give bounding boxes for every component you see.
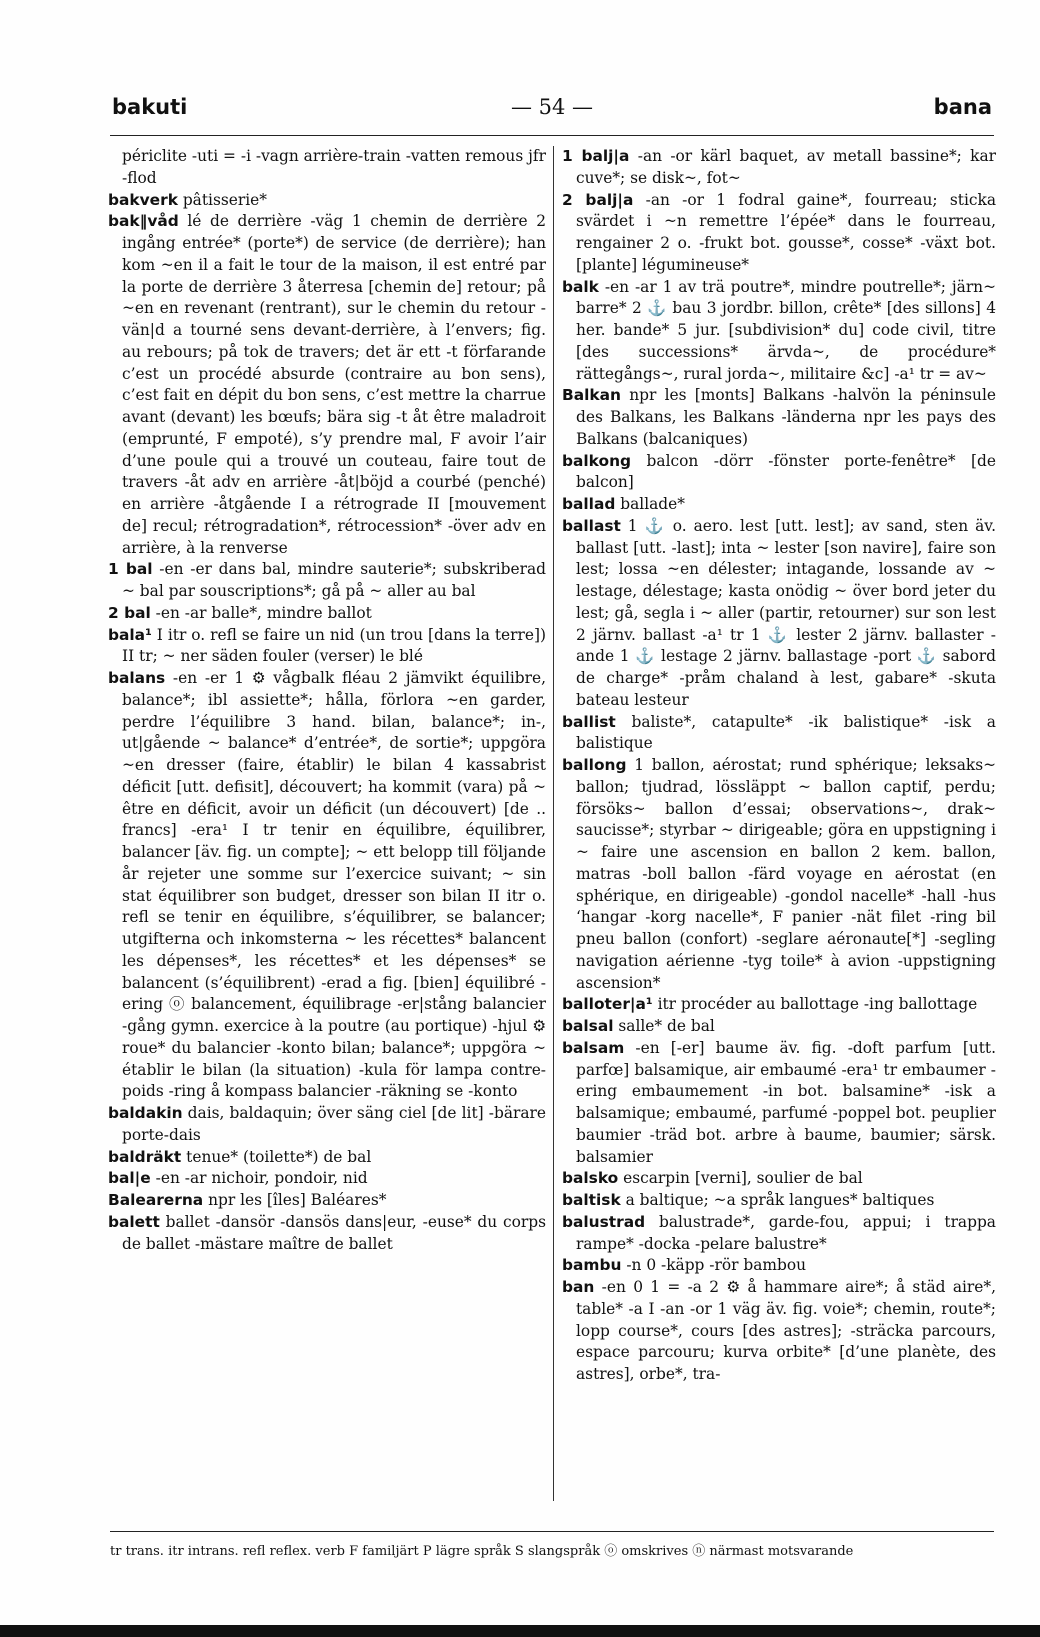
dictionary-entry: baltisk a baltique; ~a språk langues* baltiques xyxy=(562,1191,935,1209)
left-column xyxy=(108,146,546,1501)
dictionary-entry: balsam -en [-er] baume äv. fig. -doft parfum [utt. parfœ] balsamique, air embaumé -era¹ tr embaumer -ering embaumement -in bot. balsamine* -isk a balsamique; embaumé, parfumé -poppel bot. peuplier baumier -träd bot. arbre à baume, baumier; särsk. balsamier xyxy=(562,1038,996,1166)
abbreviation-legend: tr trans. itr intrans. refl reflex. verb F familjärt P lägre språk S slangspråk ⓞ omskrives ⓝ närmast motsvarande xyxy=(110,1544,854,1559)
dictionary-entry: baldräkt tenue* (toilette*) de bal xyxy=(108,1147,372,1166)
dictionary-entry: balans -en -er 1 ⚙ vågbalk fléau 2 jämvikt équilibre, balance*; ibl assiette*; hålla, förlora ~en garder, perdre l’équilibre 3 hand. bilan, balance*; in-, ut|gående ~ balance* d’entrée*, de sortie*; uppgöra ~en dresser (faire, établir) le bilan 4 kassabrist déficit [utt. defisit], découvert; ha kommit (vara) på ~ être en déficit, avoir un déficit (un découvert) [de .. francs] -era¹ I tr tenir en équilibre, équilibrer, balancer [äv. fig. un compte]; ~ ett belopp till följande år rejeter une somme sur l’exercice suivant; ~ sin stat équilibrer son budget, dresser son bilan II itr o. refl se tenir en équilibre, s’équilibrer, se balancer; utgifterna och inkomsterna ~ les récettes* balancent les dépenses*, les récettes* et les dépenses* se balancent (s’équilibrent) -erad a fig. [bien] équilibré -ering ⓞ balancement, équilibrage -er|stång balancier -gång gymn. exercice à la poutre (au portique) -hjul ⚙ roue* du balancier -konto bilan; balance*; uppgöra ~ établir le bilan (la situation) -kula för lampa contre-poids -ring å kompass balancier -räkning se -konto xyxy=(108,669,546,1101)
dictionary-entry: bambu -n 0 -käpp -rör bambou xyxy=(562,1256,807,1275)
dictionary-entry: balloter|a¹ itr procéder au ballottage -ing ballottage xyxy=(562,995,978,1014)
right-column xyxy=(562,146,996,1501)
page-header xyxy=(112,95,992,129)
dictionary-entry: balk -en -ar 1 av trä poutre*, mindre poutrelle*; järn~ barre* 2 ⚓ bau 3 jordbr. billon, crête* [des sillons] 4 her. bande* 5 jur. [subdivision* du] code civil, titre [des successions* ärvda~, de procédure* rättegångs~, rural jorda~, militaire &c] -a¹ tr = av~ xyxy=(562,277,996,383)
column-divider xyxy=(553,146,554,1501)
dictionary-entry: Balkan npr les [monts] Balkans -halvön la péninsule des Balkans, les Balkans -länderna npr les pays des Balkans (balcaniques) xyxy=(562,386,996,448)
header-right-guideword: bana xyxy=(933,95,992,119)
dictionary-entry: bakverk pâtisserie* xyxy=(108,190,267,209)
dictionary-entry: Balearerna npr les [îles] Baléares* xyxy=(108,1191,387,1209)
dictionary-entry: bal|e -en -ar nichoir, pondoir, nid xyxy=(108,1169,368,1188)
dictionary-entry: bak‖våd lé de derrière -väg 1 chemin de derrière 2 ingång entrée* (porte*) de service (de derrière); han kom ~en il a fait le tour de la maison, il est entré par la porte de derrière 3 återresa [chemin de] retour; på ~en en revenant (rentrant), sur le chemin du retour -vän|d a tourné sens devant-derrière, à l’envers; fig. au rebours; på tok de travers; det är ett -t förfarande c’est un procédé absurde (contraire au bon sens), c’est fait en dépit du bon sens, c’est mettre la charrue avant (devant) les bœufs; bära sig -t åt être maladroit (emprunté, F empoté), s’y prendre mal, F avoir l’air d’une poule qui a trouvé un couteau, faire tout de travers -åt adv en arrière -åt|böjd a courbé (penché) en arrière -åtgående I a rétrograde II [mouvement de] recul; rétrogradation*, rétrocession* -över adv en arrière, à la renverse xyxy=(108,212,546,557)
dictionary-entry: périclite -uti = -i -vagn arrière-train -vatten remous jfr -flod xyxy=(122,147,546,187)
dictionary-entry: balkong balcon -dörr -fönster porte-fenêtre* [de balcon] xyxy=(562,451,996,492)
dictionary-entry: balustrad balustrade*, garde-fou, appui; i trappa rampe* -docka -pelare balustre* xyxy=(562,1212,996,1253)
dictionary-entry: balsko escarpin [verni], soulier de bal xyxy=(562,1169,863,1188)
dictionary-entry: baldakin dais, baldaquin; över säng ciel [de lit] -bärare porte-dais xyxy=(108,1104,546,1144)
page-number: — 54 — xyxy=(510,95,594,119)
dictionary-entry: 1 balj|a -an -or kärl baquet, av metall bassine*; kar cuve*; se disk~, fot~ xyxy=(562,147,996,187)
dictionary-entry: 2 balj|a -an -or 1 fodral gaine*, fourreau; sticka svärdet i ~n remettre l’épée* dans le fourreau, rengainer 2 o. -frukt bot. gousse*, cosse* -växt bot. [plante] légumineuse* xyxy=(562,190,996,274)
dictionary-entry: ban -en 0 1 = -a 2 ⚙ å hammare aire*; å städ aire*, table* -a I -an -or 1 väg äv. fig. voie*; chemin, route*; lopp course*, cours [des astres]; -sträcka parcours, espace parcouru; kurva orbite* [d’une planète, des astres], orbe*, tra- xyxy=(562,1278,996,1383)
dictionary-entry: bala¹ I itr o. refl se faire un nid (un trou [dans la terre]) II tr; ~ ner säden fouler (verser) le blé xyxy=(108,625,546,666)
dictionary-entry: balsal salle* de bal xyxy=(562,1017,715,1035)
dictionary-entry: ballad ballade* xyxy=(562,495,685,513)
header-left-guideword: bakuti xyxy=(112,95,188,119)
scan-border xyxy=(0,1625,1040,1637)
dictionary-entry: 1 bal -en -er dans bal, mindre sauterie*; subskriberad ~ bal par souscriptions*; gå på ~ aller au bal xyxy=(108,560,546,600)
dictionary-entry: ballist baliste*, catapulte* -ik balistique* -isk a balistique xyxy=(562,712,996,753)
footer-rule xyxy=(110,1531,994,1532)
dictionary-entry: ballast 1 ⚓ o. aero. lest [utt. lest]; av sand, sten äv. ballast [utt. -last]; inta ~ lester [son navire], faire son lest; lossa ~en délester; intagande, lossande av ~ lestage, délestage; kasta onödig ~ över bord jeter du lest; gå, segla i ~ aller (partir, retourner) sur son lest 2 järnv. ballast -a¹ tr 1 ⚓ lester 2 järnv. ballaster -ande 1 ⚓ lestage 2 järnv. ballastage -port ⚓ sabord de charge* -pråm chaland à lest, gabare* -skuta bateau lesteur xyxy=(562,516,996,709)
header-rule xyxy=(110,135,994,136)
dictionary-entry: ballong 1 ballon, aérostat; rund sphérique; leksaks~ ballon; tjudrad, lössläppt ~ ballon captif, perdu; försöks~ ballon d’essai; observations~, drak~ saucisse*; styrbar ~ dirigeable; göra en uppstigning i ~ faire une ascension en ballon 2 kem. ballon, matras -boll ballon -färd voyage en aérostat (en sphérique, en dirigeable) -gondol nacelle* -hall -hus ‘hangar -korg nacelle*, F panier -nät filet -ring bil pneu ballon (confort) -seglare aéronaute[*] -segling navigation aérienne -tyg toile* à avion -uppstigning ascension* xyxy=(562,756,996,992)
dictionary-entry: balett ballet -dansör -dansös dans|eur, -euse* du corps de ballet -mästare maître de ballet xyxy=(108,1212,546,1253)
dictionary-entry: 2 bal -en -ar balle*, mindre ballot xyxy=(108,603,372,622)
